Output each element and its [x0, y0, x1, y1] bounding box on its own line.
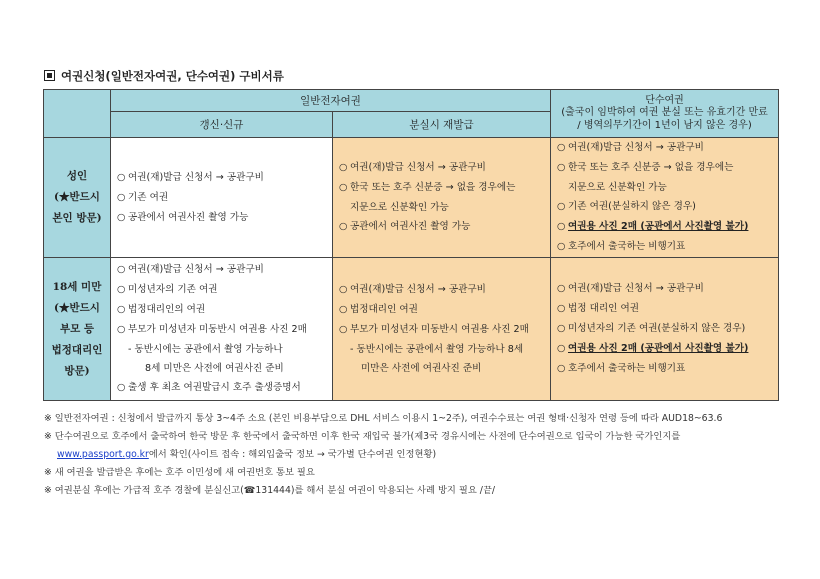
list-item: ○ 여권(재)발급 신청서 → 공관구비	[339, 162, 486, 173]
footnote-2-continued	[44, 446, 784, 464]
list-item: ○ 법정대리인 여권	[339, 304, 418, 315]
minor-single-cell	[551, 258, 779, 401]
list-item: ○ 여권(재)발급 신청서 → 공관구비	[117, 171, 264, 183]
list-item: ○ 공관에서 여권사진 촬영 가능	[117, 211, 249, 223]
list-item: ○ 여권(재)발급 신청서 → 공관구비	[557, 142, 704, 153]
list-item-continuation: - 동반시에는 공관에서 촬영 가능하나	[128, 344, 283, 355]
document-title	[44, 68, 284, 84]
list-item-emphasis: ○ 여권용 사진 2매 (공관에서 사진촬영 불가)	[557, 221, 749, 232]
list-item: ○ 부모가 미성년자 미동반시 여권용 사진 2매	[117, 324, 307, 335]
header-single-title: 단수여권	[645, 94, 684, 106]
list-item: ○ 부모가 미성년자 미동반시 여권용 사진 2매	[339, 324, 529, 335]
footnote-2: ※ 단수여권으로 호주에서 출국하여 한국 방문 후 한국에서 출국하면 이후 한국 재입국 불가(제3국 경유시에는 사전에 단수여권으로 입국이 가능한 국가인지를	[44, 431, 681, 442]
list-item: ○ 여권(재)발급 신청서 → 공관구비	[339, 284, 486, 295]
adult-renew-cell	[111, 138, 333, 258]
adult-label-2: (★반드시	[54, 191, 100, 203]
list-item-continuation: 지문으로 신분확인 가능	[350, 202, 449, 213]
header-single-cond-1: (출국이 임박하여 여권 분실 또는 유효기간 만료	[561, 107, 768, 119]
minor-label-4: 법정대리인	[51, 343, 103, 356]
header-lost-reissue: 분실시 재발급	[333, 112, 551, 138]
minor-label-1: 18세 미만	[52, 280, 102, 293]
list-item: ○ 미성년자의 기존 여권(분실하지 않은 경우)	[557, 323, 746, 334]
list-item: ○ 법정대리인의 여권	[117, 304, 206, 315]
list-item: ○ 한국 또는 호주 신분증 → 없을 경우에는	[339, 182, 516, 193]
title-text: 여권신청(일반전자여권, 단수여권) 구비서류	[61, 69, 284, 83]
list-item: ○ 호주에서 출국하는 비행기표	[557, 363, 686, 374]
footnote-2-rest: 에서 확인(사이트 접속 : 해외입출국 정보 → 국가별 단수여권 인정현황)	[148, 449, 437, 460]
adult-lost-cell	[333, 138, 551, 258]
adult-single-cell	[551, 138, 779, 258]
list-item-emphasis: ○ 여권용 사진 2매 (공관에서 사진촬영 불가)	[557, 343, 749, 354]
footnote-4: ※ 여권분실 후에는 가급적 호주 경찰에 분실신고(☎131444)를 해서 분실 여권이 악용되는 사례 방지 필요 /끝/	[44, 485, 496, 496]
list-item: ○ 기존 여권(분실하지 않은 경우)	[557, 201, 696, 212]
footnote-3: ※ 새 여권을 발급받은 후에는 호주 이민성에 새 여권번호 통보 필요	[44, 467, 315, 478]
list-item: ○ 기존 여권	[117, 191, 169, 203]
passport-site-link[interactable]: www.passport.go.kr	[57, 449, 149, 460]
square-bullet-icon	[44, 70, 55, 81]
footnotes	[44, 410, 784, 500]
minor-label-2: (★반드시	[54, 301, 100, 314]
list-item-continuation: 지문으로 신분확인 가능	[568, 182, 667, 193]
documents-table	[43, 89, 779, 401]
row-label-minor	[44, 258, 111, 401]
minor-lost-cell	[333, 258, 551, 401]
list-item-continuation: - 동반시에는 공관에서 촬영 가능하나 8세	[350, 344, 524, 355]
minor-label-5: 방문)	[64, 364, 90, 377]
adult-label-1: 성인	[66, 170, 88, 182]
list-item: ○ 미성년자의 기존 여권	[117, 284, 218, 295]
corner-cell	[44, 90, 111, 138]
header-general-epassport: 일반전자여권	[111, 90, 551, 112]
row-label-adult	[44, 138, 111, 258]
list-item-continuation: 8세 미만은 사전에 여권사진 준비	[145, 363, 284, 374]
list-item: ○ 호주에서 출국하는 비행기표	[557, 241, 686, 252]
header-single-passport	[551, 90, 779, 138]
footnote-1: ※ 일반전자여권 : 신청에서 발급까지 통상 3~4주 소요 (본인 비용부담으로 DHL 서비스 이용시 1~2주), 여권수수료는 여권 형태·신청자 연령 등에 따라 AUD18~63.6	[44, 413, 723, 424]
minor-label-3: 부모 등	[59, 322, 95, 335]
list-item: ○ 법정 대리인 여권	[557, 303, 639, 314]
minor-renew-cell	[111, 258, 333, 401]
list-item: ○ 한국 또는 호주 신분증 → 없을 경우에는	[557, 162, 734, 173]
header-single-cond-2: / 병역의무기간이 1년이 남지 않은 경우)	[577, 119, 752, 131]
adult-label-3: 본인 방문)	[52, 212, 102, 224]
list-item-continuation: 미만은 사전에 여권사진 준비	[361, 363, 482, 374]
list-item: ○ 여권(재)발급 신청서 → 공관구비	[557, 283, 704, 294]
list-item: ○ 출생 후 최초 여권발급시 호주 출생증명서	[117, 382, 301, 393]
list-item: ○ 공관에서 여권사진 촬영 가능	[339, 221, 471, 232]
list-item: ○ 여권(재)발급 신청서 → 공관구비	[117, 264, 264, 275]
header-renew-new: 갱신·신규	[111, 112, 333, 138]
